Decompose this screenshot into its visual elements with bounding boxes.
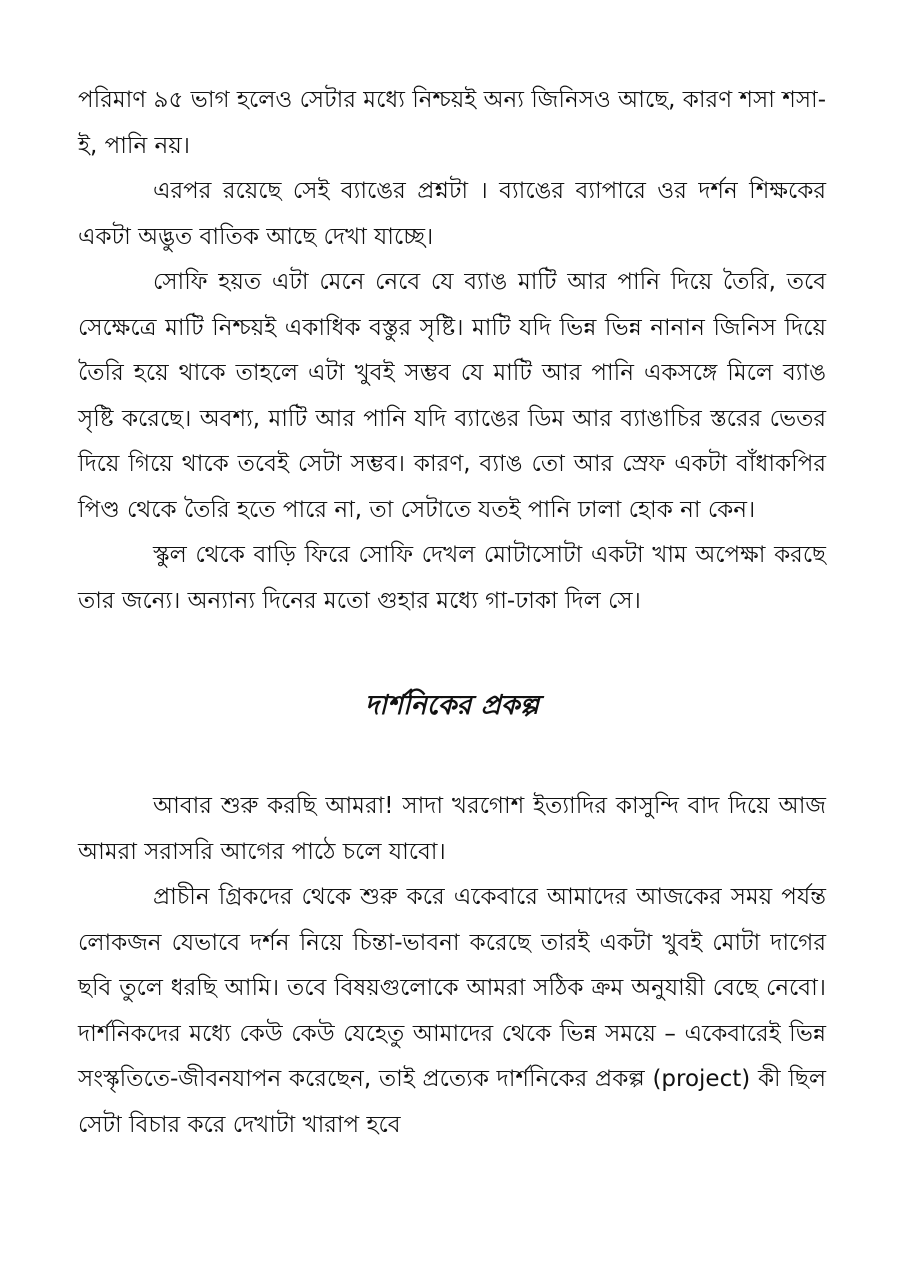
paragraph-start-again: আবার শুরু করছি আমরা! সাদা খরগোশ ইত্যাদির কাসুন্দি বাদ দিয়ে আজ আমরা সরাসরি আগের পাঠে চলে যাবো। — [78, 793, 826, 865]
paragraph-frog-question: এরপর রয়েছে সেই ব্যাঙের প্রশ্নটা । ব্যাঙের ব্যাপারে ওর দর্শন শিক্ষকের একটা অদ্ভুত বাতিক আছে দেখা যাচ্ছে। — [78, 178, 826, 250]
paragraph-frog-earth-water: সোফি হয়ত এটা মেনে নেবে যে ব্যাঙ মাটি আর পানি দিয়ে তৈরি, তবে সেক্ষেত্রে মাটি নিশ্চয়ই একাধিক বস্তুর সৃষ্টি। মাটি যদি ভিন্ন ভিন্ন নানান জিনিস দিয়ে তৈরি হয়ে থাকে তাহলে এটা খুবই সম্ভব যে মাটি আর পানি একসঙ্গে মিলে ব্যাঙ সৃষ্টি করেছে। অবশ্য, মাটি আর পানি যদি ব্যাঙের ডিম আর ব্যাঙাচির স্তরের ভেতর দিয়ে গিয়ে থাকে তবেই সেটা সম্ভব। কারণ, ব্যাঙ তো আর স্রেফ একটা বাঁধাকপির পিণ্ড থেকে তৈরি হতে পারে না, তা সেটাতে যতই পানি ঢালা হোক না কেন। — [78, 269, 826, 523]
paragraph-envelope-waiting: স্কুল থেকে বাড়ি ফিরে সোফি দেখল মোটাসোটা একটা খাম অপেক্ষা করছে তার জন্যে। অন্যান্য দিনের মতো গুহার মধ্যে গা-ঢাকা দিল সে। — [78, 542, 826, 614]
section-heading: দার্শনিকের প্রকল্প — [364, 690, 540, 721]
paragraph-cucumber-water: পরিমাণ ৯৫ ভাগ হলেও সেটার মধ্যে নিশ্চয়ই অন্য জিনিসও আছে, কারণ শসা শসা-ই, পানি নয়। — [78, 87, 826, 159]
paragraph-philosophers-project: প্রাচীন গ্রিকদের থেকে শুরু করে একেবারে আমাদের আজকের সময় পর্যন্ত লোকজন যেভাবে দর্শন নিয়ে চিন্তা-ভাবনা করেছে তারই একটা খুবই মোটা দাগের ছবি তুলে ধরছি আমি। তবে বিষয়গুলোকে আমরা সঠিক ক্রম অনুযায়ী বেছে নেবো। দার্শনিকদের মধ্যে কেউ কেউ যেহেতু আমাদের থেকে ভিন্ন সময়ে – একেবারেই ভিন্ন সংস্কৃতিতে-জীবনযাপন করেছেন, তাই প্রত্যেক দার্শনিকের প্রকল্প (project) কী ছিল সেটা বিচার করে দেখাটা খারাপ হবে — [78, 884, 826, 1138]
document-page — [78, 78, 826, 1148]
